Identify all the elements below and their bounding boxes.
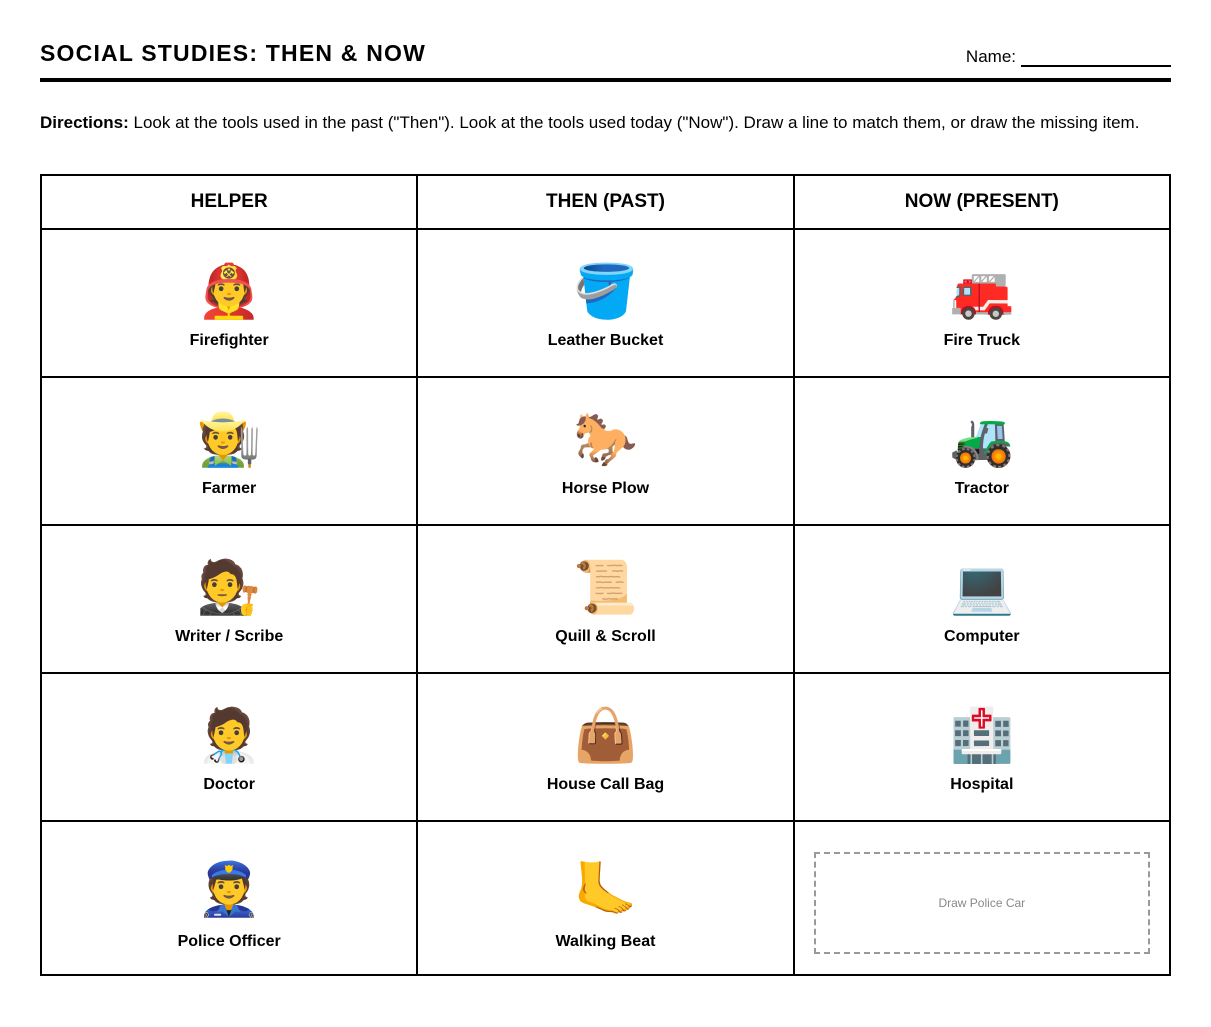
firefighter-icon: 🧑‍🚒 [196, 262, 262, 322]
handbag-icon: 👜 [573, 706, 638, 766]
now-label: Computer [944, 628, 1020, 645]
draw-police-car-box[interactable] [814, 852, 1150, 954]
directions-label: Directions: [40, 113, 129, 132]
helper-label: Doctor [203, 776, 255, 793]
helper-cell [41, 377, 417, 525]
helper-label: Writer / Scribe [175, 628, 284, 645]
then-cell [417, 673, 793, 821]
then-cell [417, 229, 793, 377]
page-title: SOCIAL STUDIES: THEN & NOW [40, 40, 427, 66]
name-label: Name: [965, 47, 1016, 66]
police-officer-icon: 👮 [196, 860, 262, 920]
then-label: Quill & Scroll [555, 628, 656, 645]
now-cell [794, 229, 1170, 377]
helper-label: Farmer [202, 480, 257, 497]
tractor-icon: 🚜 [949, 410, 1015, 470]
table-header-row [41, 175, 1170, 229]
name-field [966, 47, 1171, 67]
now-cell [794, 821, 1170, 975]
directions [40, 112, 1171, 133]
then-label: Walking Beat [555, 933, 656, 950]
helper-cell [41, 229, 417, 377]
then-now-table [40, 174, 1171, 976]
then-cell [417, 821, 793, 975]
now-label: Tractor [954, 480, 1009, 497]
helper-cell [41, 673, 417, 821]
doctor-icon: 🧑‍⚕️ [196, 706, 262, 766]
scroll-icon: 📜 [573, 558, 638, 618]
laptop-icon: 💻 [949, 558, 1015, 618]
hospital-icon: 🏥 [949, 706, 1015, 766]
table-row [41, 229, 1170, 377]
then-label: Leather Bucket [547, 332, 664, 349]
horse-icon: 🐎 [573, 410, 638, 470]
name-input-line[interactable] [1021, 51, 1171, 67]
table-row [41, 377, 1170, 525]
foot-icon: 🦶 [573, 860, 638, 920]
now-cell [794, 377, 1170, 525]
table-row [41, 673, 1170, 821]
then-label: Horse Plow [561, 480, 650, 497]
scribe-icon: 🧑‍⚖️ [196, 558, 262, 618]
directions-text: Look at the tools used in the past ("Then"). Look at the tools used today ("Now"). Draw a line to match them, or draw the missing item. [128, 113, 1140, 132]
bucket-icon: 🪣 [573, 262, 638, 322]
helper-cell [41, 821, 417, 975]
column-header-then: THEN (PAST) [417, 175, 793, 229]
helper-cell [41, 525, 417, 673]
now-cell [794, 673, 1170, 821]
table-row [41, 525, 1170, 673]
draw-placeholder-text: Draw Police Car [938, 896, 1026, 910]
then-cell [417, 525, 793, 673]
column-header-now: NOW (PRESENT) [794, 175, 1170, 229]
farmer-icon: 🧑‍🌾 [196, 410, 262, 470]
worksheet-header [40, 38, 1171, 82]
column-header-helper: HELPER [41, 175, 417, 229]
helper-label: Firefighter [189, 332, 269, 349]
then-cell [417, 377, 793, 525]
now-cell [794, 525, 1170, 673]
then-label: House Call Bag [546, 776, 665, 793]
helper-label: Police Officer [177, 933, 281, 950]
table-row [41, 821, 1170, 975]
now-label: Fire Truck [943, 332, 1021, 349]
now-label: Hospital [950, 776, 1014, 793]
fire-truck-icon: 🚒 [949, 262, 1015, 322]
